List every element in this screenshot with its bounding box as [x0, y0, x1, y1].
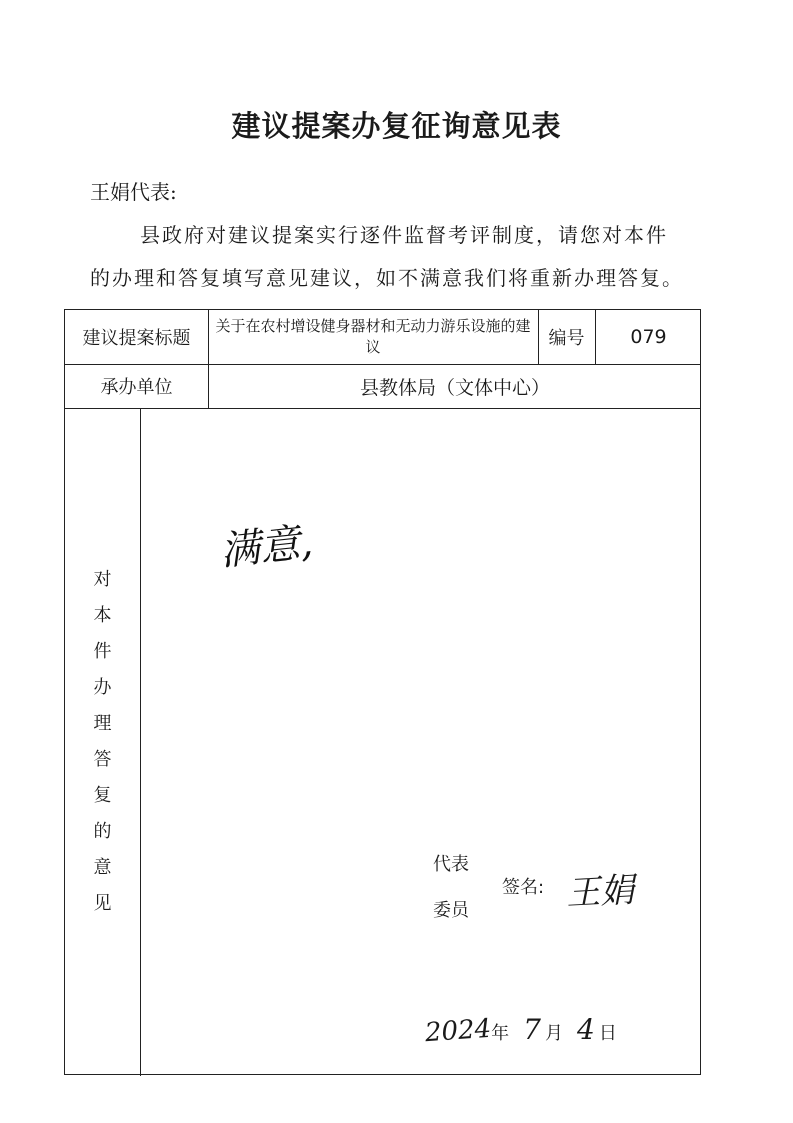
- date-month: 7: [523, 1013, 541, 1046]
- opinion-label-char: 的: [93, 821, 112, 842]
- opinion-label: [65, 408, 140, 1076]
- opinion-label-char: 对: [93, 569, 112, 590]
- opinion-form-table: [64, 309, 701, 1075]
- date-day: 4: [577, 1013, 595, 1046]
- opinion-label-char: 复: [93, 785, 112, 806]
- handler-label: 承办单位: [100, 377, 173, 398]
- row-divider: [65, 408, 700, 409]
- opinion-label-char: 意: [93, 857, 112, 878]
- role-representative: 代表: [433, 854, 469, 875]
- date-day-unit: 日: [598, 1023, 617, 1044]
- date-month-unit: 月: [545, 1023, 563, 1044]
- page-title: 建议提案办复征询意见表: [231, 109, 562, 143]
- opinion-label-char: 理: [93, 713, 112, 734]
- opinion-label-char: 件: [93, 641, 112, 662]
- opinion-label-char: 本: [93, 605, 112, 626]
- salutation: 王娟代表:: [90, 180, 177, 204]
- date-year: 2024: [424, 1013, 493, 1049]
- handwritten-date: [424, 1013, 617, 1049]
- signature-label: 签名:: [502, 877, 545, 898]
- column-divider: [140, 408, 141, 1076]
- date-year-unit: 年: [491, 1023, 510, 1044]
- handwritten-opinion: 满意,: [217, 519, 315, 575]
- handler-value: 县教体局（文体中心）: [359, 376, 550, 399]
- role-committee-member: 委员: [433, 900, 469, 921]
- opinion-label-char: 答: [93, 749, 112, 770]
- opinion-label-char: 见: [93, 893, 112, 914]
- body-paragraph-line-1: 县政府对建议提案实行逐件监督考评制度，请您对本件: [140, 223, 668, 247]
- handwritten-signature: 王娟: [565, 870, 636, 914]
- subject-label: 建议提案标题: [82, 328, 191, 349]
- opinion-label-char: 办: [93, 677, 112, 698]
- body-paragraph-line-2: 的办理和答复填写意见建议，如不满意我们将重新办理答复。: [90, 266, 684, 290]
- number-value: 079: [630, 326, 667, 348]
- subject-value: 关于在农村增设健身器材和无动力游乐设施的建议: [215, 317, 531, 356]
- number-label: 编号: [548, 328, 585, 349]
